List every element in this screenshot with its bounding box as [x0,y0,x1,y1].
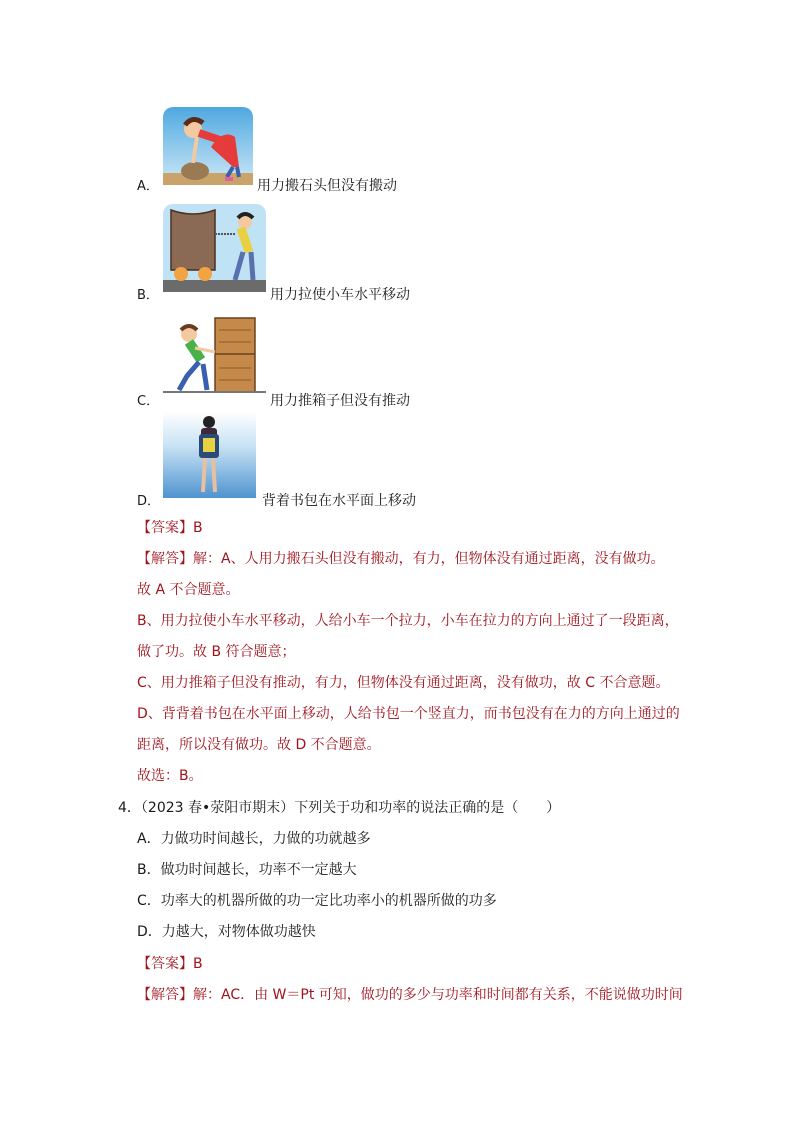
option-c-letter: C． [137,394,160,409]
analysis-tag: 【解答】 [137,551,193,567]
option-b-text: 用力拉使小车水平移动 [270,287,410,303]
answer-tag: 【答案】 [137,956,193,972]
girl-with-backpack-photo [163,412,256,498]
question-stem: （2023 春•荥阳市期末）下列关于功和功率的说法正确的是（ ） [140,800,561,816]
answer-tag: 【答案】 [137,520,193,536]
analysis-line: 距离，所以没有做功。故 D 不合题意。 [137,737,381,753]
answer-value: B [193,956,203,972]
analysis-line: C、用力推箱子但没有推动，有力，但物体没有通过距离，没有做功，故 C 不合意题。 [137,675,670,691]
q4-option-b: B．做功时间越长，功率不一定越大 [137,862,357,878]
q4-options [137,824,497,948]
man-pulling-cart-illustration [163,204,266,292]
analysis-line: 做了功。故 B 符合题意； [137,644,296,660]
option-d-text: 背着书包在水平面上移动 [262,493,416,509]
q3-analysis [137,544,680,792]
question-number: 4． [118,800,141,816]
q4-answer [137,949,203,980]
analysis-line: 故选：B。 [137,768,203,784]
answer-value: B [193,520,203,536]
option-d-letter: D． [137,494,161,509]
analysis-line: 故 A 不合题意。 [137,582,240,598]
analysis-line: 【解答】解：A、人用力搬石头但没有搬动，有力，但物体没有通过距离，没有做功。 [137,551,665,567]
option-c-text: 用力推箱子但没有推动 [270,393,410,409]
analysis-line: B、用力拉使小车水平移动，人给小车一个拉力，小车在拉力的方向上通过了一段距离， [137,613,679,629]
q4-analysis: 【解答】解：AC．由 W＝Pt 可知，做功的多少与功率和时间都有关系，不能说做功时间 [137,987,683,1003]
option-a-text: 用力搬石头但没有搬动 [257,178,397,194]
option-b-letter: B． [137,288,159,303]
option-a-letter: A． [137,179,159,194]
q4-option-a: A．力做功时间越长，力做的功就越多 [137,831,371,847]
q3-answer [137,513,203,544]
analysis-line: D、背背着书包在水平面上移动，人给书包一个竖直力，而书包没有在力的方向上通过的 [137,706,680,722]
q4-option-d: D．力越大，对物体做功越快 [137,924,316,940]
q4-option-c: C．功率大的机器所做的功一定比功率小的机器所做的功多 [137,893,497,909]
boy-pushing-boxes-illustration [163,310,266,400]
girl-lifting-stone-illustration [163,107,253,185]
analysis-tag: 【解答】 [137,987,193,1003]
q4-stem [118,793,560,824]
